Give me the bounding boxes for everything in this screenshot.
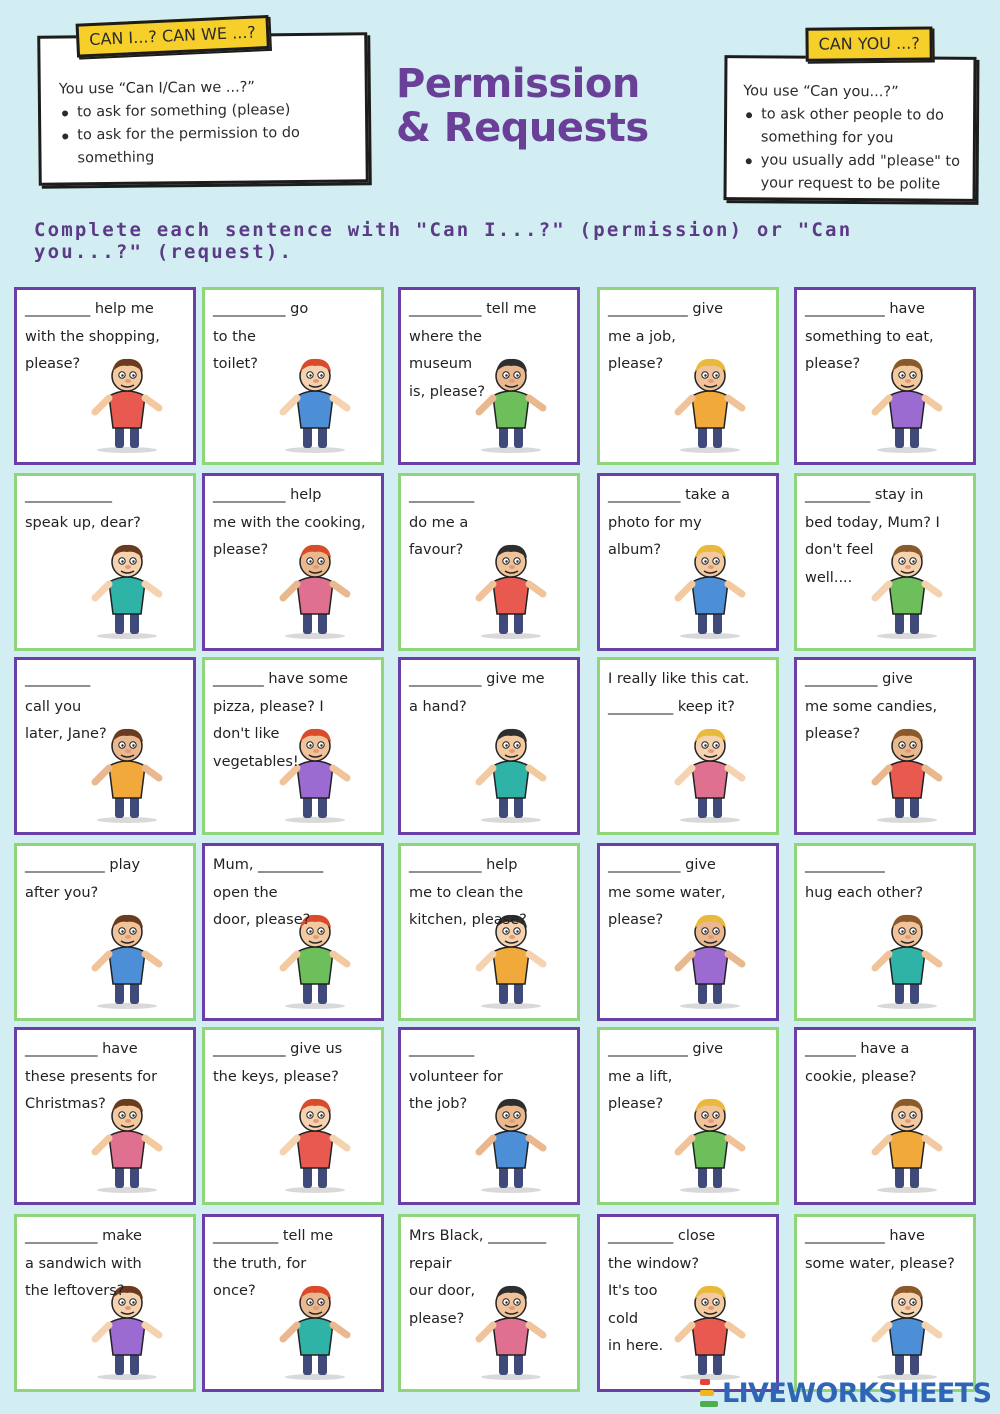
card-sentence[interactable]: __________ give me a hand?	[409, 671, 545, 715]
card-sentence[interactable]: ___________ give me a lift, please?	[608, 1041, 724, 1112]
card-sentence[interactable]: __________ tell me where the museum is, please?	[409, 301, 537, 400]
card-sentence[interactable]: ___________ play after you?	[25, 857, 141, 901]
exercise-card	[398, 657, 580, 835]
can-you-rule-tag: CAN YOU ...?	[805, 26, 933, 61]
card-sentence[interactable]: __________ help me with the cooking, please?	[213, 487, 366, 558]
girl-with-cat-icon	[662, 720, 758, 824]
exercise-card	[398, 473, 580, 651]
can-you-rule-point: you usually add "please" to your request to be polite	[743, 149, 973, 197]
card-sentence[interactable]: __________ give me some water, please?	[608, 857, 726, 928]
card-sentence[interactable]: _________ close the window? It's too cold in here.	[608, 1228, 716, 1354]
exercise-card	[202, 473, 384, 651]
card-sentence[interactable]: __________ give me some candies, please?	[805, 671, 938, 742]
exercise-card	[794, 287, 976, 465]
card-sentence[interactable]: _________ help me with the shopping, please?	[25, 301, 160, 372]
monster-icon	[463, 720, 559, 824]
card-sentence[interactable]: Mrs Black, ________ repair our door, please?	[409, 1228, 547, 1327]
exercise-card	[398, 287, 580, 465]
exercise-card	[398, 1214, 580, 1392]
logo-mark-icon	[700, 1379, 718, 1407]
card-sentence[interactable]: _________ stay in bed today, Mum? I don't feel well....	[805, 487, 940, 586]
card-sentence[interactable]: Mum, _________ open the door, please?	[213, 857, 324, 928]
can-i-rule-tag: CAN I...? CAN WE ...?	[76, 15, 270, 58]
exercise-card	[794, 657, 976, 835]
exercise-card	[597, 1214, 779, 1392]
exercise-card	[202, 1027, 384, 1205]
card-sentence[interactable]: __________ go to the toilet?	[213, 301, 309, 372]
exercise-card	[202, 843, 384, 1021]
card-sentence[interactable]: _______ have a cookie, please?	[805, 1041, 917, 1085]
can-you-rule-intro: You use “Can you...?”	[743, 83, 899, 101]
thirsty-man-icon	[859, 1277, 955, 1381]
card-sentence[interactable]: ___________ have some water, please?	[805, 1228, 955, 1272]
liveworksheets-logo	[700, 1376, 991, 1410]
exercise-card	[794, 1027, 976, 1205]
exercise-card	[202, 287, 384, 465]
card-sentence[interactable]: _________ call you later, Jane?	[25, 671, 107, 742]
card-sentence[interactable]: __________ help me to clean the kitchen, please?	[409, 857, 527, 928]
card-sentence[interactable]: __________ take a photo for my album?	[608, 487, 730, 558]
card-sentence[interactable]: __________ have these presents for Christmas?	[25, 1041, 158, 1112]
exercise-card	[597, 657, 779, 835]
can-i-rule-intro: You use “Can I/Can we ...?”	[58, 79, 255, 98]
card-sentence[interactable]: ___________ hug each other?	[805, 857, 924, 901]
exercise-card	[14, 287, 196, 465]
card-sentence[interactable]: ___________ give me a job, please?	[608, 301, 724, 372]
title-line-2: & Requests	[396, 105, 649, 151]
exercise-card	[14, 1214, 196, 1392]
kids-computer-icon	[79, 906, 175, 1010]
can-i-rule-point: to ask for the permission to do something	[59, 121, 359, 170]
exercise-card	[597, 287, 779, 465]
exercise-card	[398, 843, 580, 1021]
card-sentence[interactable]: I really like this cat. _________ keep it?	[608, 671, 750, 715]
shouting-couple-icon	[79, 536, 175, 640]
exercise-card	[202, 657, 384, 835]
instructions: Complete each sentence with "Can I...?" (permission) or "Can you...?" (request).	[34, 219, 853, 263]
exercise-card	[597, 473, 779, 651]
exercise-card	[794, 843, 976, 1021]
exercise-card	[202, 1214, 384, 1392]
card-sentence[interactable]: _________ do me a favour?	[409, 487, 475, 558]
can-you-rule-point: to ask other people to do something for you	[743, 103, 973, 151]
card-sentence[interactable]: _________ volunteer for the job?	[409, 1041, 503, 1112]
exercise-card	[14, 657, 196, 835]
exercise-card	[794, 1214, 976, 1392]
card-sentence[interactable]: __________ make a sandwich with the leftovers?	[25, 1228, 142, 1299]
exercise-card	[597, 843, 779, 1021]
title-line-1: Permission	[396, 61, 640, 107]
card-sentence[interactable]: ____________ speak up, dear?	[25, 487, 141, 531]
card-sentence[interactable]: __________ give us the keys, please?	[213, 1041, 343, 1085]
three-people-icon	[267, 1090, 363, 1194]
can-i-rule-point: to ask for something (please)	[59, 98, 359, 124]
exercise-card	[14, 843, 196, 1021]
exercise-card	[14, 473, 196, 651]
logo-text: LIVEWORKSHEETS	[722, 1377, 992, 1409]
hug-couple-icon	[859, 906, 955, 1010]
cookie-boy-icon	[859, 1090, 955, 1194]
exercise-card	[794, 473, 976, 651]
card-sentence[interactable]: _________ tell me the truth, for once?	[213, 1228, 334, 1299]
card-sentence[interactable]: _______ have some pizza, please? I don't like vegetables!	[213, 671, 349, 770]
exercise-card	[398, 1027, 580, 1205]
exercise-card	[597, 1027, 779, 1205]
exercise-card	[14, 1027, 196, 1205]
card-sentence[interactable]: ___________ have something to eat, please?	[805, 301, 934, 372]
